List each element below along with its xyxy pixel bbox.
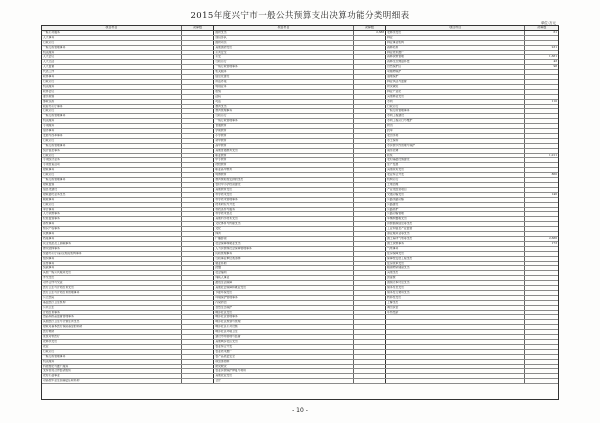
cell-item-2: 建设市场管理与监督 xyxy=(214,335,353,340)
cell-item-1: 对外合作与交流 xyxy=(42,281,181,286)
page-number: - 10 - xyxy=(292,407,308,414)
cell-item-3: 水资源节约管理与保护 xyxy=(386,143,525,148)
cell-item-2: 病虫害控制 xyxy=(214,359,353,364)
cell-item-1: 代表工作 xyxy=(42,70,181,75)
cell-item-3: 森林资源管理 xyxy=(386,55,525,60)
cell-item-1: 医疗卫生与计划生育管理事务 xyxy=(42,290,181,295)
cell-item-1: 行政运行 xyxy=(42,79,181,84)
cell-item-1: 知识产权事务 xyxy=(42,227,181,232)
cell-item-2: 城乡社区公共设施 xyxy=(214,325,353,330)
cell-item-3: 上解支出 xyxy=(386,300,525,305)
cell-item-2: 一般行政管理事务 xyxy=(214,65,353,70)
cell-item-1: 财政事务 xyxy=(42,168,181,173)
cell-amount-3: 98 xyxy=(525,65,558,70)
header-amount-2: 决算数 xyxy=(353,26,386,30)
cell-item-2: 中专教育 xyxy=(214,158,353,163)
cell-item-2: 广播影视 xyxy=(214,236,353,241)
cell-item-2: 文化体育与传媒支出 xyxy=(214,222,353,227)
cell-item-3: 调出资金 xyxy=(386,305,525,310)
header-amount-3: 决算数 xyxy=(525,26,558,30)
cell-amount-3: 173 xyxy=(525,241,558,246)
cell-item-3: 公路水路运输 xyxy=(386,197,525,202)
cell-item-3: 债务发行费用支出 xyxy=(386,290,525,295)
cell-item-2: 农村中小学校舍建设 xyxy=(214,183,353,188)
cell-item-2: 职业教育 xyxy=(214,153,353,158)
cell-item-2: 司法 xyxy=(214,99,353,104)
cell-item-3: 车辆购置税支出 xyxy=(386,217,525,222)
cell-item-2: 人力资源和社会保障管理事务 xyxy=(214,246,353,251)
cell-item-2: 污染防治 xyxy=(214,300,353,305)
cell-item-2: 社会福利 xyxy=(214,271,353,276)
cell-item-1: 统战事务 xyxy=(42,266,181,271)
cell-item-2: 教育管理事务 xyxy=(214,109,353,114)
cell-item-1: 参政议政 xyxy=(42,99,181,104)
table-row xyxy=(42,379,558,384)
cell-item-3: 公路运输管理 xyxy=(386,212,525,217)
cell-item-2: 防灾救灾 xyxy=(214,364,353,369)
cell-item-3: 防灾减灾 xyxy=(386,84,525,89)
cell-item-1: 人大监督 xyxy=(42,65,181,70)
cell-item-1: 一般行政管理事务 xyxy=(42,45,181,50)
cell-item-2: 公共安全 xyxy=(214,50,353,55)
cell-item-2: 科学技术普及 xyxy=(214,212,353,217)
cell-item-3: 湿地保护 xyxy=(386,75,525,80)
cell-item-1: 专项普查活动 xyxy=(42,163,181,168)
cell-item-2: 农业资源保护修复与利用 xyxy=(214,369,353,374)
cell-item-3: 农业综合开发 xyxy=(386,173,525,178)
cell-item-2: 特别业务 xyxy=(214,84,353,89)
cell-item-1: 科技转化与推广服务 xyxy=(42,364,181,369)
cell-item-2: 其他国防支出 xyxy=(214,45,353,50)
cell-item-2: 农业综合开发 xyxy=(214,344,353,349)
cell-amount-1 xyxy=(181,379,214,384)
cell-item-3: 自然保护区 xyxy=(386,65,525,70)
cell-item-3: 保障性安居工程支出 xyxy=(386,256,525,261)
cell-item-3: 扶贫 xyxy=(386,153,525,158)
cell-amount-3 xyxy=(525,379,558,384)
cell-item-1: 对高校毕业生到基层任职补助 xyxy=(42,379,181,384)
cell-item-1: 人大事务 xyxy=(42,35,181,40)
cell-item-3: 防汛 xyxy=(386,124,525,129)
cell-amount-3: 61 xyxy=(525,30,558,35)
cell-item-2: 科学技术管理事务 xyxy=(214,197,353,202)
cell-item-1: 一般行政管理事务 xyxy=(42,354,181,359)
cell-item-2: 检察 xyxy=(214,89,353,94)
cell-item-2: 法院 xyxy=(214,94,353,99)
cell-item-3: 国债还本付息支出 xyxy=(386,281,525,286)
cell-item-3: 农田水利 xyxy=(386,133,525,138)
cell-item-1: 优抚对象医疗 xyxy=(42,335,181,340)
cell-item-1: 财政委托业务支出 xyxy=(42,192,181,197)
cell-item-3: 水利 xyxy=(386,99,525,104)
cell-item-3: 粮油物资储备支出 xyxy=(386,266,525,271)
cell-item-1: 专项统计业务 xyxy=(42,158,181,163)
cell-item-1: 一般行政管理事务 xyxy=(42,143,181,148)
cell-item-2: 文化 xyxy=(214,227,353,232)
cell-item-1: 政协会议 xyxy=(42,89,181,94)
cell-item-2: 城乡社区支出 xyxy=(214,310,353,315)
cell-item-2: 特殊教育 xyxy=(214,173,353,178)
cell-item-1: 人大会议 xyxy=(42,55,181,60)
cell-item-3: 产业化经营项目 xyxy=(386,187,525,192)
cell-item-3: 公路养护 xyxy=(386,207,525,212)
cell-amount-3: 110 xyxy=(525,99,558,104)
cell-item-2: 国防动员 xyxy=(214,40,353,45)
cell-amount-3: 2,386 xyxy=(525,236,558,241)
cell-item-3: 森林生态效益补偿 xyxy=(386,60,525,65)
cell-item-1: 档案事务 xyxy=(42,236,181,241)
cell-item-1: 外交支出 xyxy=(42,276,181,281)
cell-item-2: 教育费附加安排的支出 xyxy=(214,178,353,183)
cell-item-2: 城乡社区规划与管理 xyxy=(214,320,353,325)
cell-item-3: 动植物保护 xyxy=(386,70,525,75)
header-item-1: 项目科目 xyxy=(42,26,181,30)
cell-item-2: 体育 xyxy=(214,232,353,237)
cell-item-3: 国土资源事务 xyxy=(386,241,525,246)
cell-item-2: 普通教育 xyxy=(214,124,353,129)
cell-amount-3: 231 xyxy=(525,45,558,50)
cell-item-2: 最低生活保障 xyxy=(214,281,353,286)
cell-item-1: 农村公益事业 xyxy=(42,374,181,379)
cell-item-3: 农村基础设施建设 xyxy=(386,158,525,163)
cell-item-1: 支持农村合作经济组织 xyxy=(42,369,181,374)
cell-item-3: 交通运输支出 xyxy=(386,192,525,197)
cell-item-1: 一般行政管理事务 xyxy=(42,114,181,119)
cell-item-1: 机关服务 xyxy=(42,359,181,364)
cell-item-3: 林业事业机构 xyxy=(386,40,525,45)
cell-item-1: 税收事务 xyxy=(42,197,181,202)
cell-item-3: 其他支出 xyxy=(386,271,525,276)
cell-item-3: 林业技术推广 xyxy=(386,50,525,55)
cell-item-1: 组织事务 xyxy=(42,256,181,261)
cell-item-3: 水利工程运行与维护 xyxy=(386,119,525,124)
cell-item-2: 自然生态保护 xyxy=(214,305,353,310)
header-item-2: 项目科目 xyxy=(214,26,353,30)
cell-item-3: 预备费 xyxy=(386,276,525,281)
cell-item-2: 其他农业支出 xyxy=(214,374,353,379)
cell-item-3 xyxy=(386,379,525,384)
cell-item-2: 合计 xyxy=(214,379,353,384)
cell-item-2: 社会保障和就业支出 xyxy=(214,241,353,246)
cell-item-2: 学前教育 xyxy=(214,129,353,134)
page-title: 2015年度兴宁市一般公共预算支出决算功能分类明细表 xyxy=(190,11,410,21)
cell-item-1: 一般公共服务 xyxy=(42,30,181,35)
cell-item-2: 技校教育 xyxy=(214,163,353,168)
cell-item-3: 林业 xyxy=(386,35,525,40)
cell-item-1: 人大立法 xyxy=(42,60,181,65)
cell-item-1: 纪检监察事务 xyxy=(42,217,181,222)
cell-item-2: 行政运行 xyxy=(214,60,353,65)
cell-item-2: 农产品质量安全 xyxy=(214,354,353,359)
cell-item-1: 公共卫生 xyxy=(42,305,181,310)
cell-item-1: 商贸事务 xyxy=(42,222,181,227)
cell-item-3: 一般行政管理事务 xyxy=(386,109,525,114)
cell-item-2: 高中教育 xyxy=(214,143,353,148)
cell-amount-2 xyxy=(353,379,386,384)
budget-table-frame xyxy=(41,25,559,400)
cell-item-3: 水利工程建设 xyxy=(386,114,525,119)
cell-item-3: 住房改革支出 xyxy=(386,261,525,266)
cell-amount-3: 146 xyxy=(525,192,558,197)
cell-item-2: 执法办案 xyxy=(214,79,353,84)
cell-item-1: 信息化建设 xyxy=(42,187,181,192)
cell-amount-3: 1,011 xyxy=(525,153,558,158)
cell-item-2: 公安 xyxy=(214,55,353,60)
cell-item-2: 城乡社区管理事务 xyxy=(214,315,353,320)
cell-item-2: 小学教育 xyxy=(214,133,353,138)
cell-item-3: 公路建设 xyxy=(386,202,525,207)
cell-item-1: 农业 xyxy=(42,344,181,349)
cell-item-2: 国防支出 xyxy=(214,30,353,35)
cell-item-1: 基层医疗卫生机构 xyxy=(42,300,181,305)
cell-item-3: 机构运行 xyxy=(386,178,525,183)
cell-item-2: 残疾人事业 xyxy=(214,276,353,281)
cell-item-2: 就业补助 xyxy=(214,261,353,266)
cell-item-2: 其他社会保障和就业支出 xyxy=(214,286,353,291)
cell-item-1: 医疗救助 xyxy=(42,330,181,335)
cell-item-2: 科学技术支出 xyxy=(214,192,353,197)
cell-item-1: 机关服务 xyxy=(42,84,181,89)
cell-item-3: 林业执法与监督 xyxy=(386,79,525,84)
cell-item-1: 行政运行 xyxy=(42,202,181,207)
cell-item-1: 宣传事务 xyxy=(42,261,181,266)
cell-item-1: 行政运行 xyxy=(42,138,181,143)
cell-item-2: 其他城乡社区支出 xyxy=(214,340,353,345)
cell-item-1: 人力资源事务 xyxy=(42,212,181,217)
cell-item-1: 行政运行 xyxy=(42,40,181,45)
cell-item-1: 政协事务 xyxy=(42,75,181,80)
cell-item-3: 行政运行 xyxy=(386,104,525,109)
cell-item-1: 食品和药品监督管理事务 xyxy=(42,315,181,320)
cell-item-3: 森林培育 xyxy=(386,45,525,50)
cell-item-1: 审计事务 xyxy=(42,207,181,212)
cell-item-1: 行政运行 xyxy=(42,109,181,114)
cell-item-2: 行政运行 xyxy=(214,114,353,119)
cell-amount-3: 43 xyxy=(525,60,558,65)
cell-item-1: 委员视察 xyxy=(42,94,181,99)
cell-item-2: 其他科学技术支出 xyxy=(214,217,353,222)
cell-item-3: 林业产业化 xyxy=(386,89,525,94)
cell-item-2: 信息化建设 xyxy=(214,75,353,80)
cell-item-2: 其他普通教育支出 xyxy=(214,148,353,153)
cell-item-2: 机关服务 xyxy=(214,70,353,75)
cell-item-3: 住房保障支出 xyxy=(386,251,525,256)
cell-item-2: 其他教育支出 xyxy=(214,187,353,192)
cell-item-1: 民族事务 xyxy=(42,232,181,237)
cell-item-1: 信访事务 xyxy=(42,129,181,134)
cell-item-1: 计划生育事务 xyxy=(42,310,181,315)
cell-item-3: 资源勘探信息等支出 xyxy=(386,222,525,227)
cell-amount-3: 1,381 xyxy=(525,55,558,60)
header-amount-1: 决算数 xyxy=(181,26,214,30)
cell-item-1: 民主党派及工商联事务 xyxy=(42,241,181,246)
cell-item-3: 其他林业支出 xyxy=(386,94,525,99)
cell-item-2: 职业高中教育 xyxy=(214,168,353,173)
budget-table xyxy=(42,26,558,384)
cell-item-2: 技术研究与开发 xyxy=(214,202,353,207)
cell-item-3: 其他扶贫支出 xyxy=(386,168,525,173)
cell-item-1: 专项服务 xyxy=(42,124,181,129)
cell-item-3: 生产发展 xyxy=(386,163,525,168)
cell-item-1: 群众团体事务 xyxy=(42,246,181,251)
cell-item-1: 其他医疗卫生与计划生育支出 xyxy=(42,320,181,325)
cell-item-1: 行政运行 xyxy=(42,153,181,158)
cell-amount-2: 2,388 xyxy=(353,30,386,35)
cell-item-2: 城乡社区环境卫生 xyxy=(214,330,353,335)
cell-item-3: 气象事务 xyxy=(386,246,525,251)
cell-item-1: 机关服务 xyxy=(42,50,181,55)
cell-item-2: 现役部队 xyxy=(214,35,353,40)
cell-item-1: 机关服务 xyxy=(42,119,181,124)
cell-item-2: 农业技术推广 xyxy=(214,349,353,354)
cell-item-1: 其他一般公共服务支出 xyxy=(42,271,181,276)
cell-item-3: 商业服务业等支出 xyxy=(386,232,525,237)
cell-item-1: 财政对基本医疗保险基金的补助 xyxy=(42,325,181,330)
cell-item-3: 年终结余 xyxy=(386,310,525,315)
cell-item-3: 国土海洋气象等支出 xyxy=(386,236,525,241)
cell-item-2: 环境保护管理事务 xyxy=(214,295,353,300)
cell-item-2: 教育支出 xyxy=(214,104,353,109)
cell-item-1: 发展与改革事务 xyxy=(42,133,181,138)
table-body xyxy=(42,26,558,384)
cell-item-2: 抚恤 xyxy=(214,266,353,271)
unit-note: 单位:万元 xyxy=(540,21,556,25)
cell-item-1: 财政监察 xyxy=(42,183,181,188)
cell-item-3: 土地治理 xyxy=(386,183,525,188)
cell-item-1: 公立医院 xyxy=(42,295,181,300)
cell-item-3: 农林水支出 xyxy=(386,30,525,35)
cell-item-3: 转移性支出 xyxy=(386,295,525,300)
cell-item-1: 行政运行 xyxy=(42,173,181,178)
cell-item-1: 农林水支出 xyxy=(42,340,181,345)
cell-item-1: 统计信息事务 xyxy=(42,148,181,153)
cell-item-3: 债务付息支出 xyxy=(386,286,525,291)
cell-item-2: 行政事业单位离退休 xyxy=(214,256,353,261)
cell-item-3: 抗旱 xyxy=(386,129,525,134)
cell-item-2: 科技条件与服务 xyxy=(214,207,353,212)
cell-item-1: 医疗卫生与计划生育支出 xyxy=(42,286,181,291)
cell-item-3: 水土保持 xyxy=(386,138,525,143)
cell-item-3: 南水北调 xyxy=(386,148,525,153)
cell-item-2: 初中教育 xyxy=(214,138,353,143)
cell-item-1: 一般行政管理事务 xyxy=(42,178,181,183)
header-item-3: 项目科目 xyxy=(386,26,525,30)
cell-item-2: 民政管理事务 xyxy=(214,251,353,256)
cell-item-1: 党委办公厅(室)及相关机构事务 xyxy=(42,251,181,256)
cell-item-1: 政府办公厅事务 xyxy=(42,104,181,109)
cell-item-3: 工业和信息产业监管 xyxy=(386,227,525,232)
cell-item-2: 一般行政管理事务 xyxy=(214,119,353,124)
cell-amount-3: 860 xyxy=(525,173,558,178)
cell-item-2: 节能环保支出 xyxy=(214,290,353,295)
cell-item-1: 行政运行 xyxy=(42,349,181,354)
